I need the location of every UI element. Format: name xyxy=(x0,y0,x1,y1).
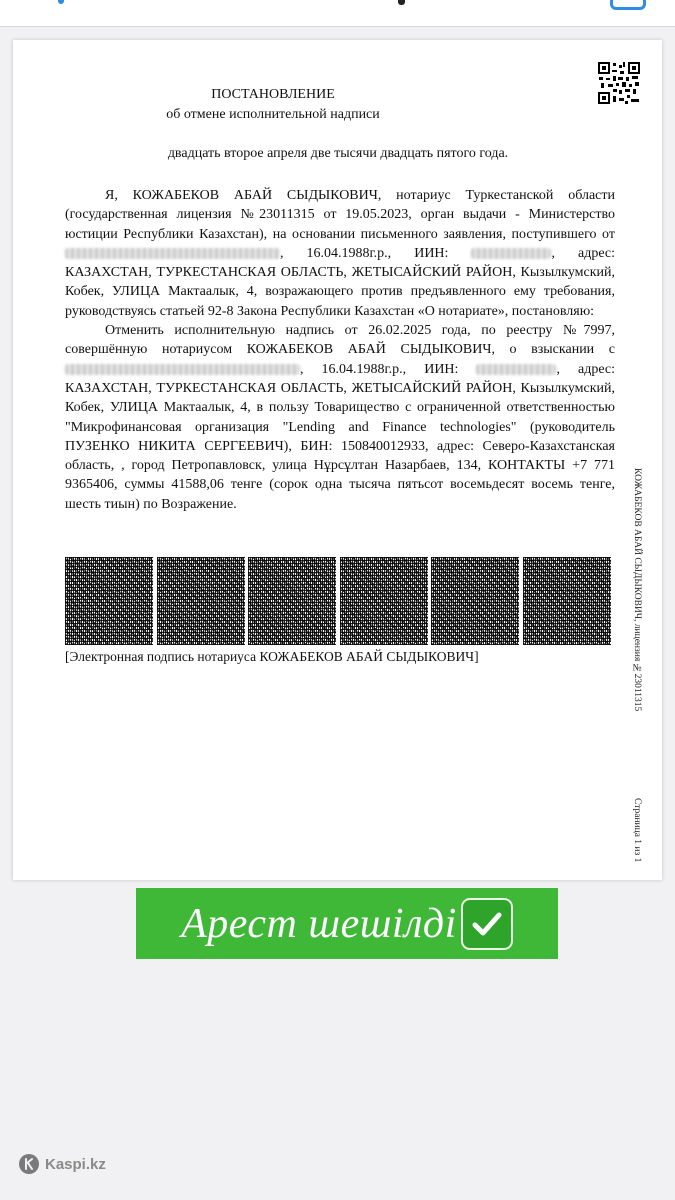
signature-code-5 xyxy=(431,557,519,645)
side-note xyxy=(632,468,648,868)
signature-code-6 xyxy=(523,557,611,645)
share-icon[interactable] xyxy=(610,0,646,10)
banner-text: Арест шешілді xyxy=(181,900,457,947)
paragraph-statement: Я, КОЖАБЕКОВ АБАЙ СЫДЫКОВИЧ, нотариус Туркестанской области (государственная лицензия №23011315 от 19.05.2023, орган выдачи - Министерство юстиции Республики Казахстан), на основании письменного заявления, поступившего от , 16.04.1988г.р., ИИН: , адрес: КАЗАХСТАН, ТУРКЕСТАНСКАЯ ОБЛАСТЬ, ЖЕТЫСАЙСКИЙ РАЙОН, Кызылкумский, Кобек, УЛИЦА Мактаалык, 4, возражающего против предъявленного ему требования, руководствуясь статьей 92-8 Закона Республики Казахстан «О нотариате», постановляю: xyxy=(65,188,615,319)
signature-code-2 xyxy=(157,557,245,645)
page-counter: Страница 1 из 1 xyxy=(632,798,642,863)
redacted-iin xyxy=(471,248,551,259)
digital-signature-codes xyxy=(65,557,611,645)
document-subtitle: об отмене исполнительной надписи xyxy=(166,107,380,122)
paragraph-resolution: Отменить исполнительную надпись от 26.02.2025 года, по реестру №7997, совершённую нотариусом КОЖАБЕКОВ АБАЙ СЫДЫКОВИЧ, о взыскании с , 16.04.1988г.р., ИИН: , адрес: КАЗАХСТАН, ТУРКЕСТАНСКАЯ ОБЛАСТЬ, ЖЕТЫСАЙСКИЙ РАЙОН, Кызылкумский, Кобек, УЛИЦА Мактаалык, 4, в пользу Товарищество с ограниченной ответственностью "Микрофинансовая организация "Lending and Finance technologies" (руководитель ПУЗЕНКО НИКИТА СЕРГЕЕВИЧ), БИН: 150840012933, адрес: Северо-Казахстанская область, , город Петропавловск, улица Нұрсұлтан Назарбаев, 134, КОНТАКТЫ +7 771 9365406, суммы 41588,06 тенге (сорок одна тысяча пятьсот восемьдесят восемь тенге, шесть тиын) по Возражение. xyxy=(65,323,615,512)
document-date: двадцать второе апреля две тысячи двадцать пятого года. xyxy=(167,146,509,161)
title-fragment xyxy=(398,0,405,5)
check-mark-icon xyxy=(461,898,513,950)
status-banner xyxy=(136,888,558,959)
redacted-iin xyxy=(476,364,556,375)
app-top-bar xyxy=(0,0,675,27)
license-note: КОЖАБЕКОВ АБАЙ СЫДЫКОВИЧ, лицензия №23011315 xyxy=(632,468,642,712)
kaspi-logo-icon xyxy=(19,1154,39,1174)
kaspi-watermark xyxy=(19,1154,106,1174)
qr-code-icon xyxy=(598,62,640,104)
document-body xyxy=(65,186,615,514)
electronic-signature-label: [Электронная подпись нотариуса КОЖАБЕКОВ АБАЙ СЫДЫКОВИЧ] xyxy=(65,649,479,664)
document-page xyxy=(13,40,662,880)
redacted-name xyxy=(65,364,300,375)
signature-code-1 xyxy=(65,557,153,645)
signature-code-3 xyxy=(248,557,336,645)
signature-code-4 xyxy=(340,557,428,645)
watermark-text: Kaspi.kz xyxy=(45,1155,106,1173)
back-icon[interactable] xyxy=(58,0,64,4)
redacted-name xyxy=(65,248,280,259)
document-title: ПОСТАНОВЛЕНИЕ xyxy=(211,87,335,102)
